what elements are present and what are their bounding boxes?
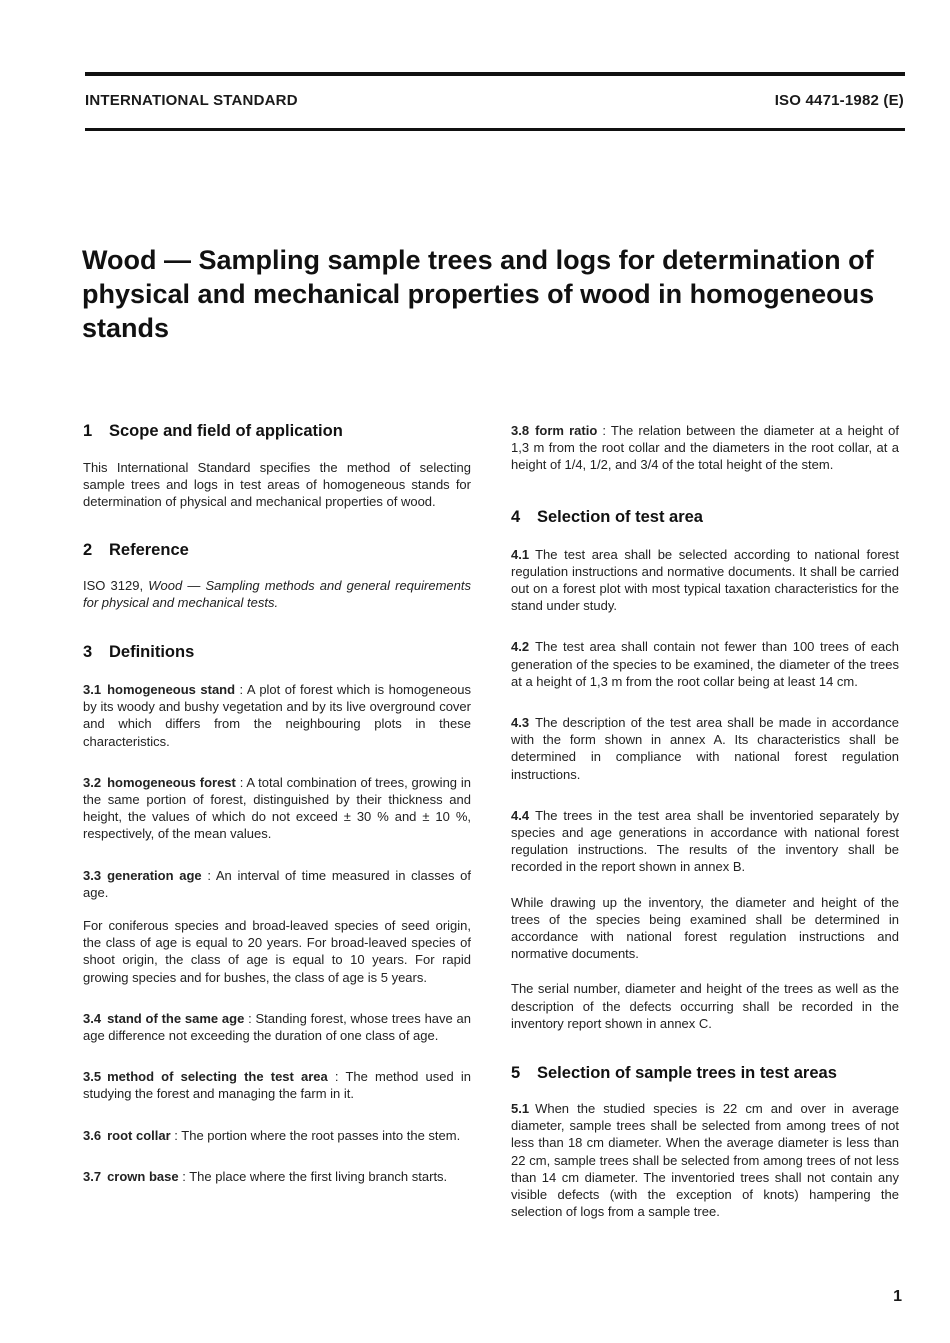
definition-3-4: 3.4 stand of the same age : Standing forest, whose trees have an age difference not exceeding the duration of one class of age. (83, 1010, 471, 1044)
paragraph-4-1: 4.1 The test area shall be selected according to national forest regulation instructions and normative documents. It shall be carried out on a forest plot with most typical taxation characteristics for the stand under study. (511, 546, 899, 614)
section-1-text: This International Standard specifies the method of selecting sample trees and logs in test areas of homogeneous stands for determination of physical and mechanical properties of wood. (83, 460, 471, 510)
page-number: 1 (893, 1288, 902, 1305)
header-left: INTERNATIONAL STANDARD (85, 92, 298, 109)
right-column (511, 420, 899, 1221)
paragraph-4-2: 4.2 The test area shall contain not fewer than 100 trees of each generation of the species to be examined, the diameter of the trees at a height of 1,3 m from the root collar being at least 14 cm. (511, 639, 899, 689)
definition-3-3-note: For coniferous species and broad-leaved species of seed origin, the class of age is equal to 20 years. For broad-leaved species of shoot origin, the class of age is equal to 10 years. For rapid growing species and for bushes, the class of age is 5 years. (83, 918, 471, 985)
definition-3-3: 3.3 generation age : An interval of time measured in classes of age. (83, 867, 471, 900)
document-title: Wood — Sampling sample trees and logs for determination of physical and mechanical properties of wood in homogeneous stands (82, 245, 875, 343)
top-rule (85, 72, 905, 76)
definition-3-8: 3.8 form ratio : The relation between the diameter at a height of 1,3 m from the root collar and the diameters in the root collar, at a height of 1/4, 1/2, and 3/4 of the total height of the stem. (511, 423, 899, 473)
definition-3-2: 3.2 homogeneous forest : A total combination of trees, growing in the same portion of forest, distinguished by their thickness and height, the values of which do not exceed ± 30 % and ± 10 %, respectively, of the mean values. (83, 774, 471, 842)
paragraph-4-4: 4.4 The trees in the test area shall be inventoried separately by species and age generations in accordance with national forest regulation instructions. The results of the inventory shall be recorded in the report shown in annex B. (511, 807, 899, 875)
definition-3-7: 3.7 crown base : The place where the first living branch starts. (83, 1168, 448, 1184)
section-2-heading: 2 Reference (83, 540, 189, 559)
header-rule (85, 128, 905, 131)
definition-3-6: 3.6 root collar : The portion where the root passes into the stem. (83, 1127, 461, 1143)
paragraph-4-4-inventory: While drawing up the inventory, the diameter and height of the trees of the species being examined shall be determined in accordance with national forest regulation instructions and normative documents. (511, 894, 899, 962)
section-1-heading: 1 Scope and field of application (83, 422, 343, 440)
paragraph-5-1: 5.1 When the studied species is 22 cm and over in average diameter, sample trees shall be selected from among trees of not less than 18 cm diameter. When the average diameter is less than 22 cm, sample trees shall be selected from among trees of not less than 14 cm diameter. The inventoried trees shall not contain any visible defects (with the exception of knots) hampering the selection of logs from a sample tree. (511, 1101, 899, 1220)
section-3-heading: 3 Definitions (83, 643, 195, 662)
paragraph-4-4-serial: The serial number, diameter and height of the trees as well as the description of the defects occurring shall be recorded in the inventory report shown in annex C. (511, 981, 899, 1031)
definition-3-1: 3.1 homogeneous stand : A plot of forest which is homogeneous by its woody and bushy vegetation and by its live overground cover and which differs from the neighbouring plots in these characteristics. (83, 682, 471, 749)
header-right: ISO 4471-1982 (E) (774, 92, 904, 109)
section-2-reference: ISO 3129, Wood — Sampling methods and general requirements for physical and mechanical tests. (83, 577, 471, 610)
section-4-heading: 4 Selection of test area (511, 507, 703, 526)
paragraph-4-3: 4.3 The description of the test area shall be made in accordance with the form shown in annex A. Its characteristics shall be determined in compliance with national forest regulation instructions. (511, 715, 899, 782)
section-5-heading: 5 Selection of sample trees in test areas (511, 1064, 837, 1083)
definition-3-5: 3.5 method of selecting the test area : The method used in studying the forest and managing the farm in it. (83, 1069, 471, 1102)
left-column (83, 420, 471, 1185)
